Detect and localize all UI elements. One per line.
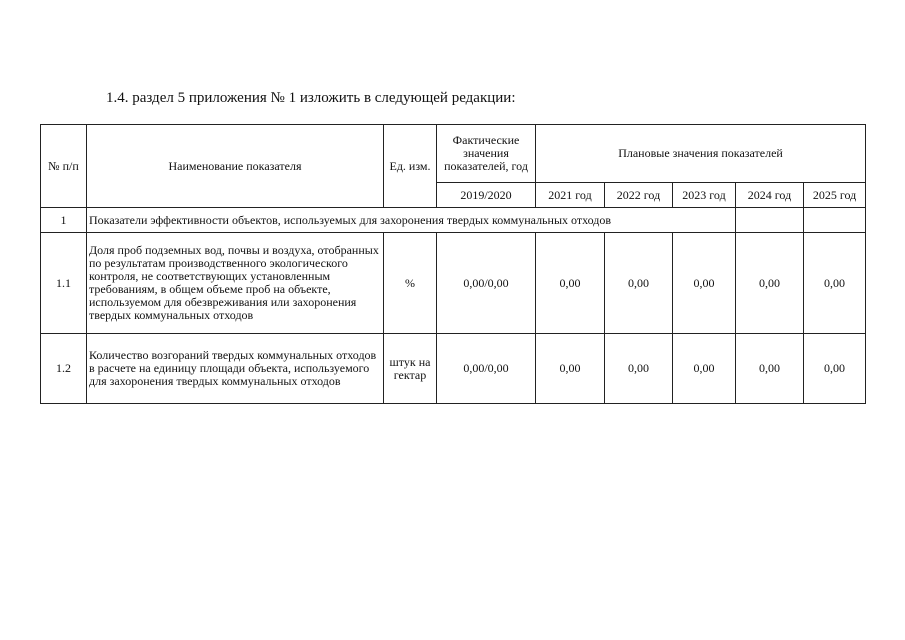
row-value: 0,00 [804,233,866,334]
row-value: 0,00 [673,233,736,334]
year-cell: 2022 год [605,183,673,208]
row-unit: штук на гектар [384,334,437,404]
row-name: Доля проб подземных вод, почвы и воздуха, отобранных по результатам производственного экологического контроля, не соответствующих установленным требованиям, в общем объеме проб на объекте, используемом для обезвреживания или захоронения твердых коммунальных отходов [87,233,384,334]
row-value: 0,00 [736,334,804,404]
intro-text: 1.4. раздел 5 приложения № 1 изложить в следующей редакции: [106,90,516,106]
row-value: 0,00 [605,334,673,404]
row-unit: % [384,233,437,334]
row-value: 0,00 [605,233,673,334]
row-value: 0,00/0,00 [437,334,536,404]
empty-cell [804,208,866,233]
row-value: 0,00/0,00 [437,233,536,334]
table-row [41,334,866,404]
section-row [41,208,866,233]
year-cell: 2024 год [736,183,804,208]
section-num: 1 [41,208,87,233]
header-unit: Ед. изм. [384,125,437,208]
table-row [41,233,866,334]
row-value: 0,00 [536,233,605,334]
header-row [41,125,866,183]
year-cell: 2023 год [673,183,736,208]
year-cell: 2025 год [804,183,866,208]
row-value: 0,00 [536,334,605,404]
year-cell: 2021 год [536,183,605,208]
header-planned: Плановые значения показателей [536,125,866,183]
row-value: 0,00 [673,334,736,404]
header-num: № п/п [41,125,87,208]
row-num: 1.1 [41,233,87,334]
empty-cell [736,208,804,233]
header-name: Наименование показателя [87,125,384,208]
year-cell: 2019/2020 [437,183,536,208]
row-value: 0,00 [804,334,866,404]
indicators-table [40,124,866,404]
row-name: Количество возгораний твердых коммунальных отходов в расчете на единицу площади объекта, используемого для захоронения твердых коммунальных отходов [87,334,384,404]
row-num: 1.2 [41,334,87,404]
header-actual: Фактические значения показателей, год [437,125,536,183]
row-value: 0,00 [736,233,804,334]
section-title: Показатели эффективности объектов, используемых для захоронения твердых коммунальных отходов [87,208,736,233]
